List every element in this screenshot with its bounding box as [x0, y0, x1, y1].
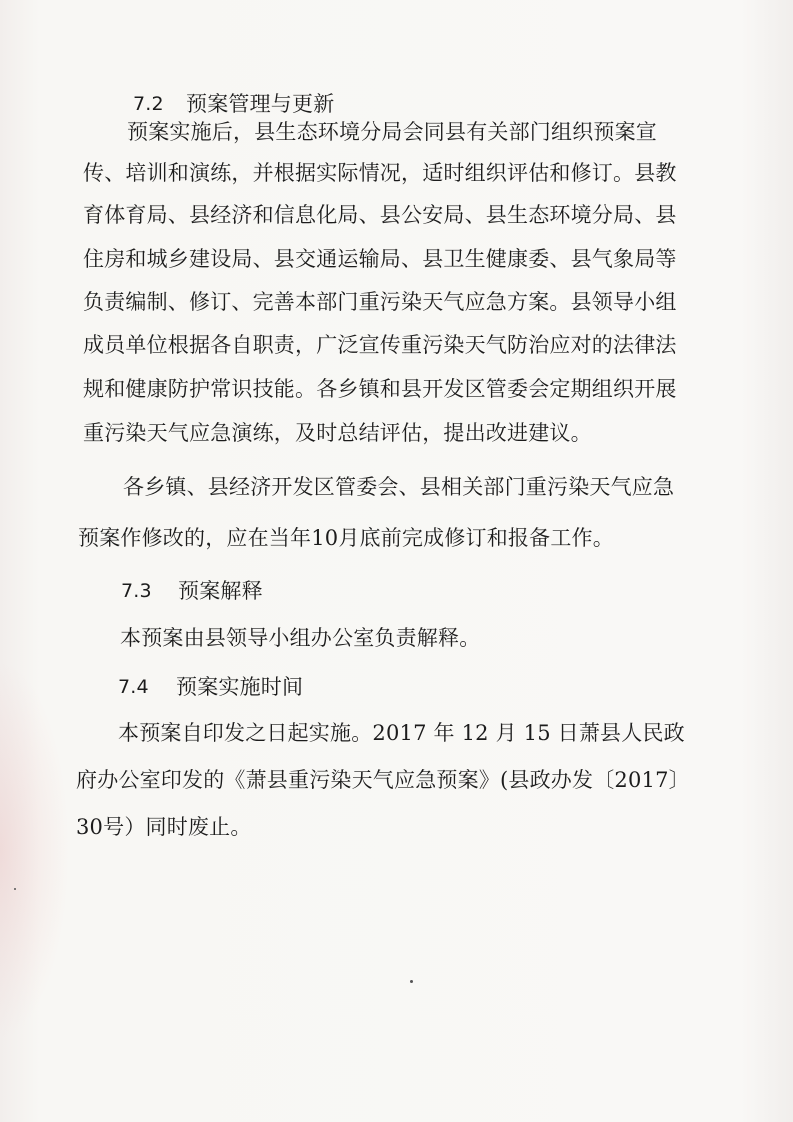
paragraph-text: 各乡镇、县经济开发区管委会、县相关部门重污染天气应急 — [123, 475, 675, 499]
paragraph-text: 成员单位根据各自职责，广泛宣传重污染天气防治应对的法律法 — [83, 333, 677, 357]
paragraph-text: 府办公室印发的《萧县重污染天气应急预案》(县政办发〔2017〕 — [76, 768, 690, 792]
paragraph-text: 育体育局、县经济和信息化局、县公安局、县生态环境分局、县 — [83, 203, 677, 227]
paragraph-line — [0, 110, 793, 154]
paragraph-text: 30号）同时废止。 — [76, 815, 252, 839]
paragraph-line — [0, 280, 793, 324]
paragraph-text: 本预案由县领导小组办公室负责解释。 — [120, 626, 481, 650]
paragraph-text: 重污染天气应急演练，及时总结评估，提出改进建议。 — [83, 421, 592, 445]
paragraph-text: 负责编制、修订、完善本部门重污染天气应急方案。县领导小组 — [83, 290, 677, 314]
paragraph-line — [0, 323, 793, 367]
paragraph-line — [0, 516, 793, 560]
paragraph-line — [0, 711, 793, 755]
paragraph-line — [0, 616, 793, 660]
section-title: 预案解释 — [178, 579, 263, 603]
section-title: 预案管理与更新 — [186, 92, 335, 116]
paragraph-line — [0, 193, 793, 237]
scan-speck — [14, 888, 16, 890]
paragraph-text: 传、培训和演练，并根据实际情况，适时组织评估和修订。县教 — [83, 161, 677, 185]
paragraph-text: 预案作修改的，应在当年10月底前完成修订和报备工作。 — [78, 526, 614, 550]
paragraph-line — [0, 411, 793, 455]
paragraph-line — [0, 151, 793, 195]
section-number: 7.2 — [133, 93, 164, 115]
paragraph-line — [0, 465, 793, 509]
section-heading-7-3 — [0, 569, 793, 613]
paragraph-line — [0, 367, 793, 411]
section-number: 7.3 — [121, 580, 152, 602]
section-number: 7.4 — [118, 676, 149, 698]
section-heading-7-4 — [0, 665, 793, 709]
section-title: 预案实施时间 — [176, 675, 304, 699]
paragraph-text: 规和健康防护常识技能。各乡镇和县开发区管委会定期组织开展 — [83, 377, 677, 401]
paragraph-text: 本预案自印发之日起实施。2017 年 12 月 15 日萧县人民政 — [118, 721, 685, 745]
paragraph-line — [0, 237, 793, 281]
paragraph-text: 住房和城乡建设局、县交通运输局、县卫生健康委、县气象局等 — [83, 247, 677, 271]
paragraph-line — [0, 758, 793, 802]
scan-speck — [410, 980, 413, 983]
paragraph-text: 预案实施后，县生态环境分局会同县有关部门组织预案宣 — [127, 120, 657, 144]
paragraph-line — [0, 805, 793, 849]
